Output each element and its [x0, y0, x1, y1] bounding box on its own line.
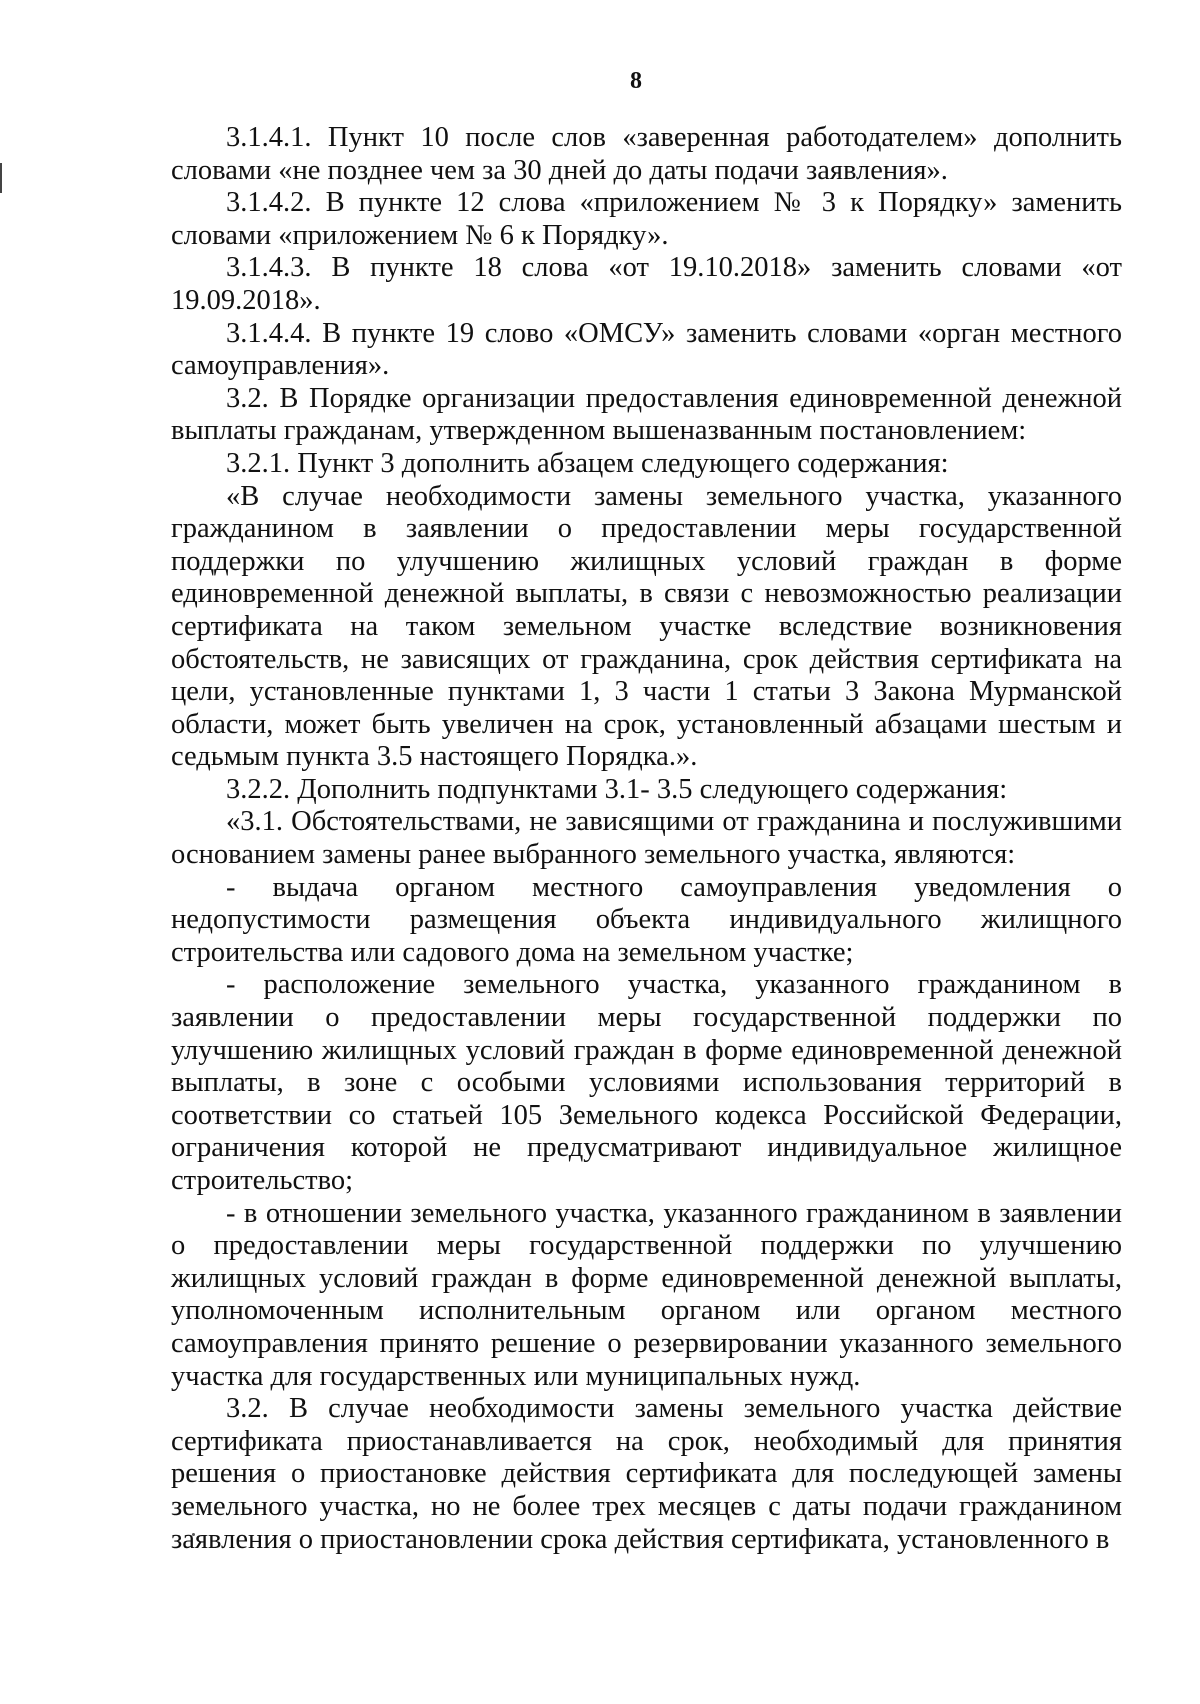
- paragraph-sub-3-1: «3.1. Обстоятельствами, не зависящими от гражданина и послужившими основанием замены ранее выбранного земельного участка, являются:: [171, 806, 1122, 871]
- list-item-special-zone: - расположение земельного участка, указанного гражданином в заявлении о предоставлении меры государственной поддержки по улучшению жилищных условий граждан в форме единовременной денежной выплаты, в зоне с особыми условиями использования территорий в соответствии со статьей 105 Земельного кодекса Российской Федерации, ограничения которой не предусматривают индивидуальное жилищное строительство;: [171, 969, 1122, 1196]
- scan-edge-mark: [0, 163, 2, 193]
- page-number: 8: [630, 68, 642, 94]
- paragraph-3-1-4-4: 3.1.4.4. В пункте 19 слово «ОМСУ» заменить словами «орган местного самоуправления».: [171, 317, 1122, 382]
- paragraph-quote-point-3: «В случае необходимости замены земельного участка, указанного гражданином в заявлении о предоставлении меры государственной поддержки по улучшению жилищных условий граждан в форме единовременной денежной выплаты, в связи с невозможностью реализации сертификата на таком земельном участке вследствие возникновения обстоятельств, не зависящих от гражданина, срок действия сертификата на цели, установленные пунктами 1, 3 части 1 статьи 3 Закона Мурманской области, может быть увеличен на срок, установленный абзацами шестым и седьмым пункта 3.5 настоящего Порядка.».: [171, 480, 1122, 773]
- list-item-reservation: - в отношении земельного участка, указанного гражданином в заявлении о предоставлении меры государственной поддержки по улучшению жилищных условий граждан в форме единовременной денежной выплаты, уполномоченным исполнительным органом или органом местного самоуправления принято решение о резервировании указанного земельного участка для государственных или муниципальных нужд.: [171, 1197, 1122, 1392]
- paragraph-3-1-4-1: 3.1.4.1. Пункт 10 после слов «заверенная работодателем» дополнить словами «не позднее чем за 30 дней до даты подачи заявления».: [171, 122, 1122, 186]
- list-item-notice: - выдача органом местного самоуправления уведомления о недопустимости размещения объекта индивидуального жилищного строительства или садового дома на земельном участке;: [171, 871, 1122, 968]
- document-body: [171, 122, 1122, 1556]
- paragraph-3-2: 3.2. В Порядке организации предоставления единовременной денежной выплаты гражданам, утвержденном вышеназванным постановлением:: [171, 382, 1122, 447]
- paragraph-3-2-1: 3.2.1. Пункт 3 дополнить абзацем следующего содержания:: [226, 447, 949, 479]
- paragraph-3-1-4-2: 3.1.4.2. В пункте 12 слова «приложением № 3 к Порядку» заменить словами «приложением № 6 к Порядку».: [171, 187, 1122, 251]
- paragraph-sub-3-2: 3.2. В случае необходимости замены земельного участка действие сертификата приостанавливается на срок, необходимый для принятия решения о приостановке действия сертификата для последующей замены земельного участка, но не более трех месяцев с даты подачи гражданином заявления о приостановлении срока действия сертификата, установленного в: [171, 1393, 1122, 1555]
- paragraph-3-1-4-3: 3.1.4.3. В пункте 18 слова «от 19.10.2018» заменить словами «от 19.09.2018».: [171, 252, 1122, 316]
- paragraph-3-2-2: 3.2.2. Дополнить подпунктами 3.1- 3.5 следующего содержания:: [226, 773, 1008, 805]
